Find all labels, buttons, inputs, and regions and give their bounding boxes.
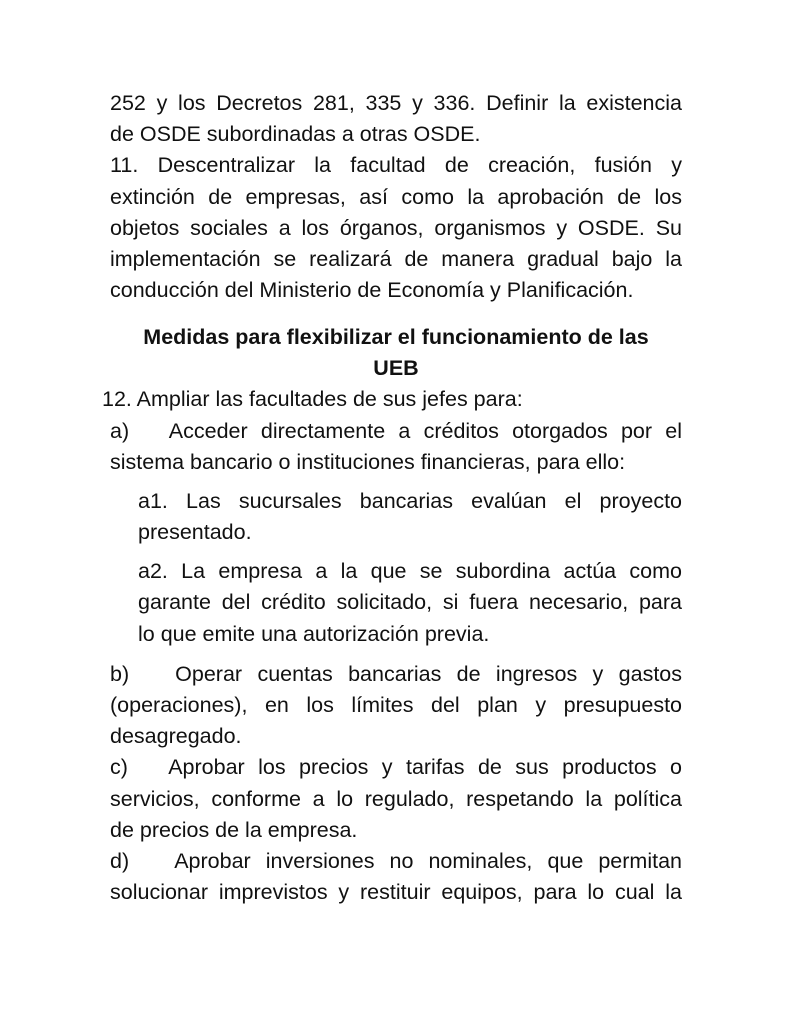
- text-line: b) Operar cuentas bancarias de ingresos y gastos: [110, 661, 682, 686]
- text-line: servicios, conforme a lo regulado, respetando la política: [110, 786, 682, 811]
- text-line: objetos sociales a los órganos, organismos y OSDE. Su: [110, 215, 682, 240]
- text-line: de OSDE subordinadas a otras OSDE.: [110, 122, 481, 147]
- item-a2: [138, 556, 682, 650]
- text-line: lo que emite una autorización previa.: [138, 621, 490, 646]
- text-line: garante del crédito solicitado, si fuera necesario, para: [138, 590, 682, 615]
- text-line: c) Aprobar los precios y tarifas de sus productos o: [110, 755, 682, 780]
- item-12: [102, 384, 682, 415]
- text-line: extinción de empresas, así como la aprobación de los: [110, 184, 682, 209]
- text-line: d) Aprobar inversiones no nominales, que permitan: [110, 848, 682, 873]
- heading-line: UEB: [373, 356, 419, 381]
- section-heading: [110, 322, 682, 384]
- text-line: 12. Ampliar las facultades de sus jefes para:: [102, 387, 523, 412]
- item-a: [110, 416, 682, 478]
- text-line: a2. La empresa a la que se subordina actúa como: [138, 559, 682, 584]
- item-d: [110, 846, 682, 908]
- paragraph-decretos: [110, 88, 682, 150]
- text-line: sistema bancario o instituciones financieras, para ello:: [110, 449, 626, 474]
- text-line: implementación se realizará de manera gradual bajo la: [110, 246, 682, 271]
- text-line: de precios de la empresa.: [110, 817, 358, 842]
- text-line: a1. Las sucursales bancarias evalúan el proyecto: [138, 488, 682, 513]
- text-line: presentado.: [138, 520, 252, 545]
- item-c: [110, 752, 682, 846]
- heading-line: Medidas para flexibilizar el funcionamiento de las: [143, 325, 649, 350]
- item-a1: [138, 486, 682, 548]
- document-body: [102, 88, 682, 908]
- item-11: [110, 150, 682, 306]
- text-line: a) Acceder directamente a créditos otorgados por el: [110, 418, 682, 443]
- text-line: desagregado.: [110, 724, 242, 749]
- text-line: solucionar imprevistos y restituir equipos, para lo cual la: [110, 880, 682, 905]
- text-line: 11. Descentralizar la facultad de creación, fusión y: [110, 153, 682, 178]
- text-line: 252 y los Decretos 281, 335 y 336. Definir la existencia: [110, 91, 682, 115]
- text-line: conducción del Ministerio de Economía y Planificación.: [110, 278, 634, 303]
- text-line: (operaciones), en los límites del plan y presupuesto: [110, 693, 682, 717]
- item-b: [110, 659, 682, 753]
